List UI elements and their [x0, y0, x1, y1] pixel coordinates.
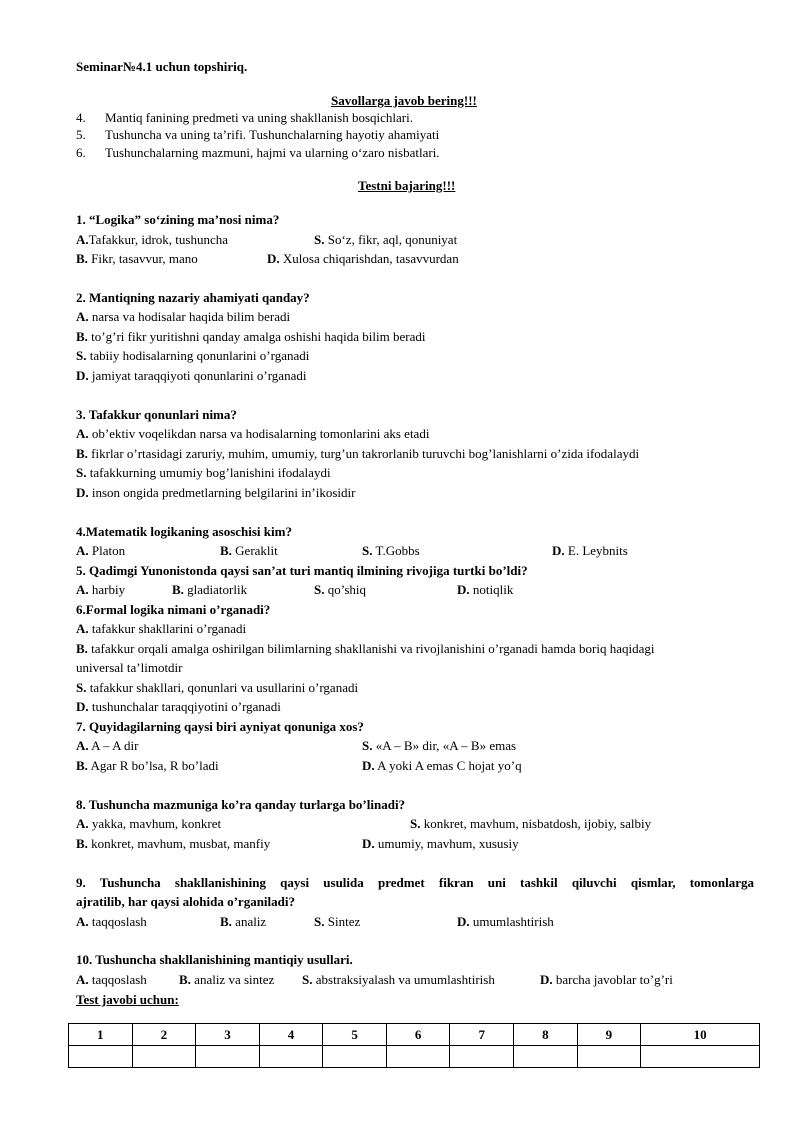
q10-option-b: B. analiz va sintez: [179, 972, 275, 987]
answer-cell[interactable]: [386, 1046, 450, 1068]
answer-cell[interactable]: [450, 1046, 514, 1068]
page-title: Seminar№4.1 uchun topshiriq.: [76, 59, 248, 74]
answer-cell[interactable]: [69, 1046, 133, 1068]
question-10-title: 10. Tushuncha shakllanishining mantiqiy usullari.: [76, 952, 353, 967]
q3-option-s: S. tafakkurning umumiy bog’lanishini ifodalaydi: [76, 465, 331, 480]
table-header-cell: 3: [196, 1024, 260, 1046]
list-item: Mantiq fanining predmeti va uning shakllanish bosqichlari.: [105, 110, 413, 125]
q6-option-b: B. tafakkur orqali amalga oshirilgan bilimlarning shakllanishi va rivojlanishini o’rganadi hamda boriq haqidagi: [76, 641, 655, 656]
answer-cell[interactable]: [259, 1046, 323, 1068]
q2-option-d: D. jamiyat taraqqiyoti qonunlarini o’rganadi: [76, 368, 307, 383]
q8-option-s: S. konkret, mavhum, nisbatdosh, ijobiy, salbiy: [410, 816, 652, 831]
q5-option-b: B. gladiatorlik: [172, 582, 248, 597]
answer-cell[interactable]: [577, 1046, 641, 1068]
answer-table: [68, 1023, 760, 1068]
list-item-number: 5.: [76, 127, 86, 142]
q10-option-a: A. taqqoslash: [76, 972, 147, 987]
q4-option-b: B. Geraklit: [220, 543, 278, 558]
table-header-cell: 5: [323, 1024, 387, 1046]
q7-option-a: A. A – A dir: [76, 738, 139, 753]
q6-option-s: S. tafakkur shakllari, qonunlari va usullarini o’rganadi: [76, 680, 359, 695]
answer-table-label: Test javobi uchun:: [76, 992, 179, 1007]
q9-option-b: B. analiz: [220, 914, 267, 929]
q10-option-d: D. barcha javoblar to’g’ri: [540, 972, 673, 987]
question-2-title: 2. Mantiqning nazariy ahamiyati qanday?: [76, 290, 310, 305]
q9-option-a: A. taqqoslash: [76, 914, 147, 929]
question-7-title: 7. Quyidagilarning qaysi biri ayniyat qonuniga xos?: [76, 719, 364, 734]
question-9-title: 9. Tushuncha shakllanishining qaysi usulida predmet fikran uni tashkil qiluvchi qismlar, tomonlarga: [76, 875, 754, 890]
table-header-cell: 6: [386, 1024, 450, 1046]
q1-option-a: A.Tafakkur, idrok, tushuncha: [76, 232, 229, 247]
q4-option-s: S. T.Gobbs: [362, 543, 420, 558]
q1-option-b: B. Fikr, tasavvur, mano: [76, 251, 198, 266]
q3-option-a: A. ob’ektiv voqelikdan narsa va hodisalarning tomonlarini aks etadi: [76, 426, 430, 441]
q8-option-b: B. konkret, mavhum, musbat, manfiy: [76, 836, 271, 851]
q4-option-d: D. E. Leybnits: [552, 543, 628, 558]
answer-cell[interactable]: [323, 1046, 387, 1068]
table-answer-row: [69, 1046, 760, 1068]
q8-option-d: D. umumiy, mavhum, xususiy: [362, 836, 519, 851]
q7-option-d: D. A yoki A emas C hojat yo’q: [362, 758, 522, 773]
list-item-number: 4.: [76, 110, 86, 125]
question-8-title: 8. Tushuncha mazmuniga ko’ra qanday turlarga bo’linadi?: [76, 797, 406, 812]
question-9-title-continued: ajratilib, har qaysi alohida o’rganiladi?: [76, 894, 295, 909]
answer-cell[interactable]: [514, 1046, 578, 1068]
q7-option-b: B. Agar R bo’lsa, R bo’ladi: [76, 758, 219, 773]
table-header-cell: 9: [577, 1024, 641, 1046]
q5-option-s: S. qo’shiq: [314, 582, 367, 597]
list-item: Tushuncha va uning ta’rifi. Tushunchalarning hayotiy ahamiyati: [105, 127, 440, 142]
q6-option-b-continued: universal ta’limotdir: [76, 660, 183, 675]
q8-option-a: A. yakka, mavhum, konkret: [76, 816, 222, 831]
q6-option-d: D. tushunchalar taraqqiyotini o’rganadi: [76, 699, 281, 714]
table-header-cell: 4: [259, 1024, 323, 1046]
q7-option-s: S. «A – B» dir, «A – B» emas: [362, 738, 517, 753]
question-6-title: 6.Formal logika nimani o’rganadi?: [76, 602, 271, 617]
q1-option-d: D. Xulosa chiqarishdan, tasavvurdan: [267, 251, 459, 266]
q5-option-d: D. notiqlik: [457, 582, 514, 597]
section-heading-questions: Savollarga javob bering!!!: [331, 93, 477, 108]
q3-option-d: D. inson ongida predmetlarning belgilarini in’ikosidir: [76, 485, 356, 500]
list-item-number: 6.: [76, 145, 86, 160]
table-header-cell: 7: [450, 1024, 514, 1046]
q6-option-a: A. tafakkur shakllarini o’rganadi: [76, 621, 247, 636]
table-header-cell: 2: [132, 1024, 196, 1046]
q2-option-b: B. to’g’ri fikr yuritishni qanday amalga oshishi haqida bilim beradi: [76, 329, 426, 344]
table-header-cell: 10: [641, 1024, 760, 1046]
q5-option-a: A. harbiy: [76, 582, 126, 597]
question-4-title: 4.Matematik logikaning asoschisi kim?: [76, 524, 292, 539]
q9-option-s: S. Sintez: [314, 914, 361, 929]
list-item: Tushunchalarning mazmuni, hajmi va ularning o‘zaro nisbatlari.: [105, 145, 440, 160]
question-5-title: 5. Qadimgi Yunonistonda qaysi san’at turi mantiq ilmining rivojiga turtki bo’ldi?: [76, 563, 528, 578]
q9-option-d: D. umumlashtirish: [457, 914, 554, 929]
table-header-cell: 8: [514, 1024, 578, 1046]
q3-option-b: B. fikrlar o’rtasidagi zaruriy, muhim, umumiy, turg’un takrorlanib turuvchi bog’lanishlarni o’zida ifodalaydi: [76, 446, 640, 461]
answer-cell[interactable]: [196, 1046, 260, 1068]
q2-option-a: A. narsa va hodisalar haqida bilim beradi: [76, 309, 291, 324]
q2-option-s: S. tabiiy hodisalarning qonunlarini o’rganadi: [76, 348, 310, 363]
table-header-row: [69, 1024, 760, 1046]
section-heading-test: Testni bajaring!!!: [358, 178, 456, 193]
q4-option-a: A. Platon: [76, 543, 126, 558]
answer-cell[interactable]: [641, 1046, 760, 1068]
table-header-cell: 1: [69, 1024, 133, 1046]
question-1-title: 1. “Logika” so‘zining ma’nosi nima?: [76, 212, 280, 227]
q10-option-s: S. abstraksiyalash va umumlashtirish: [302, 972, 495, 987]
q1-option-s: S. So‘z, fikr, aql, qonuniyat: [314, 232, 458, 247]
question-3-title: 3. Tafakkur qonunlari nima?: [76, 407, 237, 422]
answer-cell[interactable]: [132, 1046, 196, 1068]
